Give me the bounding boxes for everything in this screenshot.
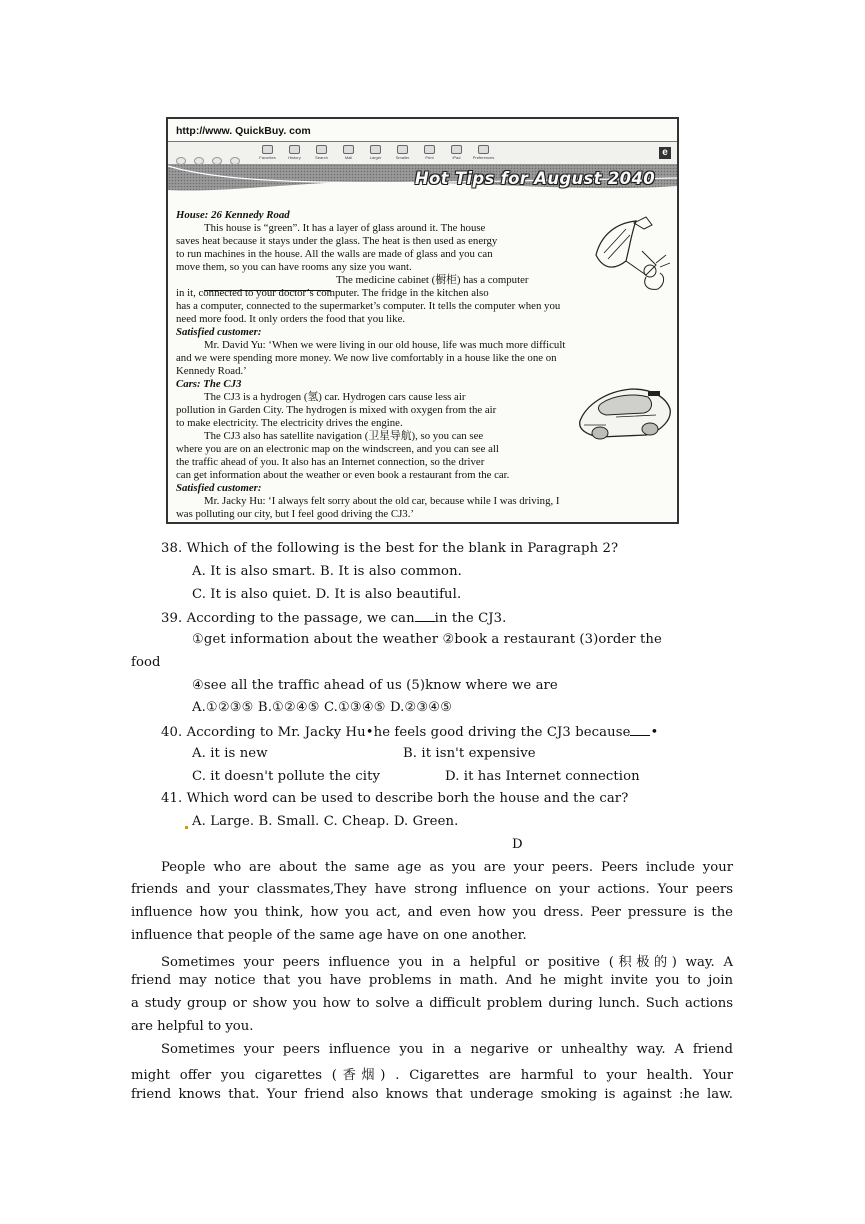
- banner-title: Hot Tips for August 2040: [414, 169, 655, 188]
- figure-text-line: This house is “green”. It has a layer of glass around it. The house: [204, 222, 486, 234]
- toolbar-item: Preferences: [470, 145, 497, 160]
- toolbar-item: Larger: [362, 145, 389, 160]
- toolbar-item: Smaller: [389, 145, 416, 160]
- toolbar-item: Print: [416, 145, 443, 160]
- answer-blank: [415, 609, 435, 622]
- question-38-stem: 38. Which of the following is the best for the blank in Paragraph 2?: [161, 541, 619, 556]
- toolbar-item: Search: [308, 145, 335, 160]
- question-40-option-c: C. it doesn't pollute the city: [192, 769, 381, 784]
- preferences-icon: [478, 145, 489, 154]
- section-heading: D: [512, 837, 523, 852]
- figure-text-line: to run machines in the house. All the walls are made of glass and you can: [176, 248, 493, 260]
- toolbar-item: History: [281, 145, 308, 160]
- paragraph-line: Sometimes your peers influence you in a helpful or positive (积极的) way. A: [161, 955, 733, 970]
- figure-text-line: need more food. It only orders the food that you like.: [176, 313, 406, 325]
- house-illustration: [586, 215, 672, 295]
- figure-text-line: The CJ3 is a hydrogen (氢) car. Hydrogen cars cause less air: [204, 391, 466, 403]
- toolbar-icons: [254, 145, 497, 160]
- question-41-stem: 41. Which word can be used to describe borh the house and the car?: [161, 791, 629, 806]
- figure-text-line: and we were spending more money. We now live comfortably in a house like the one on: [176, 352, 557, 364]
- browser-logo-icon: e: [659, 147, 671, 159]
- figure-text-line: to make electricity. The electricity drives the engine.: [176, 417, 403, 429]
- paragraph-line: are helpful to you.: [131, 1019, 254, 1034]
- figure-text-line: the traffic ahead of you. It also has an Internet connection, so the driver: [176, 456, 485, 468]
- figure-text-line: move them, so you can have rooms any size you want.: [176, 261, 412, 273]
- paragraph-line: friend knows that. Your friend also knows that underage smoking is against :he law.: [131, 1087, 733, 1102]
- figure-text-line: saves heat because it stays under the glass. The heat is then used as energy: [176, 235, 498, 247]
- toolbar-item: Mail: [335, 145, 362, 160]
- figure-text-line: The medicine cabinet (橱柜) has a computer: [336, 274, 529, 286]
- question-40-option-d: D. it has Internet connection: [445, 769, 640, 784]
- scan-speck: [185, 826, 188, 829]
- figure-text-line: in it, connected to your doctor’s computer. The fridge in the kitchen also: [176, 287, 489, 299]
- history-icon: [289, 145, 300, 154]
- figure-text-line: Mr. David Yu: ‘When we were living in our old house, life was much more difficult: [204, 339, 566, 351]
- figure-text-line: has a computer, connected to the supermarket’s computer. It tells the computer when you: [176, 300, 561, 312]
- mail-icon: [343, 145, 354, 154]
- question-38-options-ab: A. It is also smart. B. It is also common.: [192, 564, 462, 579]
- search-icon: [316, 145, 327, 154]
- question-41-options: A. Large. B. Small. C. Cheap. D. Green.: [192, 814, 459, 829]
- figure-text-line: where you are on an electronic map on the windscreen, and you can see all: [176, 443, 499, 455]
- figure-text-line: The CJ3 also has satellite navigation (卫星导航), so you can see: [204, 430, 484, 442]
- paragraph-line: a study group or show you how to solve a difficult problem during lunch. Such actions: [131, 996, 733, 1011]
- question-40-option-b: B. it isn't expensive: [403, 746, 536, 761]
- question-40-stem: 40. According to Mr. Jacky Hu•he feels good driving the CJ3 because •: [161, 725, 659, 740]
- figure-heading: Cars: The CJ3: [176, 378, 242, 390]
- figure-text-line: Kennedy Road.’: [176, 365, 247, 377]
- url-text: http://www. QuickBuy. com: [176, 125, 311, 137]
- paragraph-line: influence how you think, how you act, and even how you dress. Peer pressure is the: [131, 905, 733, 920]
- ipad-icon: [451, 145, 462, 154]
- paragraph-line: Sometimes your peers influence you in a negarive or unhealthy way. A friend: [161, 1042, 733, 1057]
- paragraph-line: friend may notice that you have problems in math. And he might invite you to join: [131, 973, 733, 988]
- toolbar-item: Favorites: [254, 145, 281, 160]
- figure-text-line: Mr. Jacky Hu: ‘I always felt sorry about the old car, because while I was driving, I: [204, 495, 560, 507]
- paragraph-line: influence that people of the same age have on one another.: [131, 928, 527, 943]
- question-40-option-a: A. it is new: [192, 746, 268, 761]
- question-39-stem: 39. According to the passage, we can in the CJ3.: [161, 611, 507, 626]
- figure-heading: Satisfied customer:: [176, 326, 262, 338]
- toolbar-item: iPad: [443, 145, 470, 160]
- favorites-icon: [262, 145, 273, 154]
- question-39-items-row2: ④see all the traffic ahead of us (5)know where we are: [192, 678, 558, 693]
- paragraph-line: People who are about the same age as you are your peers. Peers include your: [161, 860, 733, 875]
- car-illustration: [576, 381, 674, 445]
- smaller-icon: [397, 145, 408, 154]
- print-icon: [424, 145, 435, 154]
- question-38-options-cd: C. It is also quiet. D. It is also beautiful.: [192, 587, 462, 602]
- figure-text-line: can get information about the weather or even book a restaurant from the car.: [176, 469, 510, 481]
- paragraph-line: friends and your classmates,They have strong influence on your actions. Your peers: [131, 882, 733, 897]
- figure-text-line: was polluting our city, but I feel good driving the CJ3.’: [176, 508, 414, 520]
- webpage-figure: [166, 117, 679, 524]
- question-39-items-row1: ①get information about the weather ②book a restaurant (3)order the: [192, 632, 662, 647]
- larger-icon: [370, 145, 381, 154]
- figure-heading: House: 26 Kennedy Road: [176, 209, 290, 221]
- browser-toolbar: [168, 141, 677, 165]
- question-39-items-wrap: food: [131, 655, 161, 670]
- figure-heading: Satisfied customer:: [176, 482, 262, 494]
- figure-text-line: pollution in Garden City. The hydrogen is mixed with oxygen from the air: [176, 404, 497, 416]
- answer-blank: [630, 723, 650, 736]
- paragraph-line: might offer you cigarettes (香烟) . Cigarettes are harmful to your health. Your: [131, 1068, 733, 1083]
- question-39-options: A.①②③⑤ B.①②④⑤ C.①③④⑤ D.②③④⑤: [192, 700, 453, 715]
- paragraph-blank: [204, 290, 331, 291]
